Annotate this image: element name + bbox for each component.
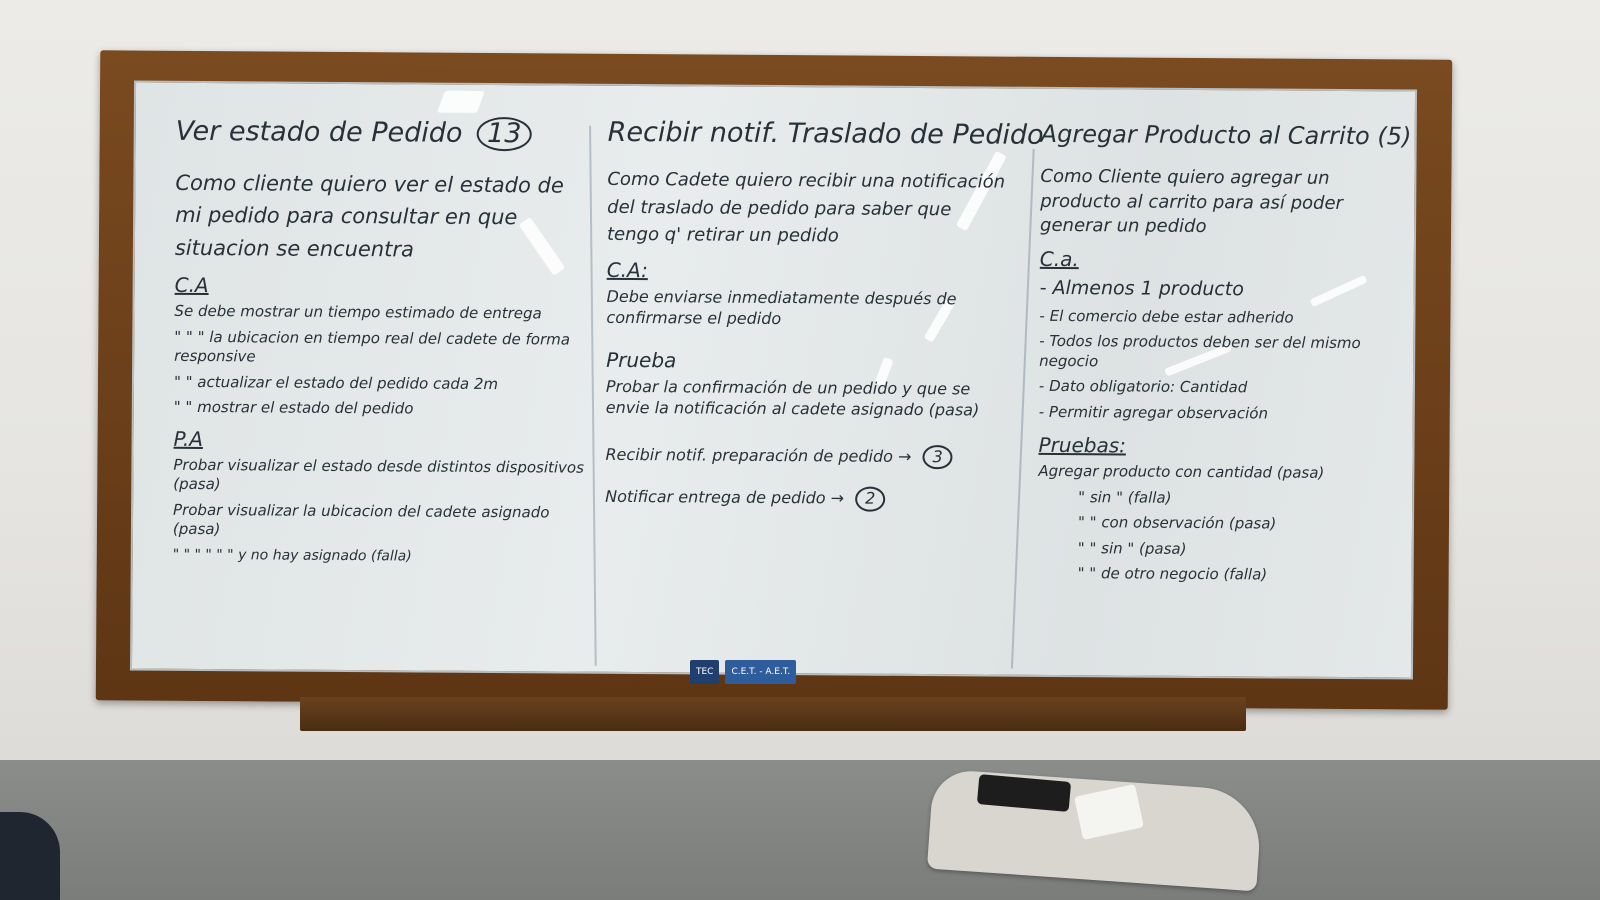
story-points: 2 bbox=[855, 487, 885, 512]
acceptance-criterion: " " actualizar el estado del pedido cada 2m bbox=[173, 372, 499, 393]
acceptance-criterion: Se debe mostrar un tiempo estimado de entrega bbox=[174, 302, 542, 323]
whiteboard-frame bbox=[96, 50, 1453, 709]
story-title-text: Ver estado de Pedido bbox=[175, 115, 463, 149]
story-column-1 bbox=[173, 115, 596, 567]
acceptance-test: " " con observación (pasa) bbox=[1077, 513, 1277, 533]
story-title bbox=[1040, 119, 1412, 151]
acceptance-test: " " sin " (pasa) bbox=[1077, 539, 1187, 558]
story-column-3 bbox=[1038, 119, 1412, 586]
acceptance-test: Probar la confirmación de un pedido y que se envie la notificación al cadete asignado (pasa) bbox=[605, 376, 980, 420]
acceptance-criterion: " " " la ubicacion en tiempo real del cadete de forma responsive bbox=[174, 327, 571, 366]
story-title-text: Agregar Producto al Carrito bbox=[1040, 119, 1370, 151]
sticker: C.E.T. - A.E.T. bbox=[725, 660, 796, 684]
acceptance-criterion: - Todos los productos deben ser del mismo negocio bbox=[1039, 332, 1361, 371]
marker-tray bbox=[300, 697, 1246, 731]
acceptance-test: Agregar producto con cantidad (pasa) bbox=[1038, 462, 1325, 483]
light-glare bbox=[437, 91, 485, 113]
acceptance-test: Probar visualizar el estado desde distintos dispositivos (pasa) bbox=[173, 455, 585, 494]
whiteboard bbox=[130, 81, 1417, 680]
acceptance-criterion: - Permitir agregar observación bbox=[1038, 402, 1269, 423]
acceptance-criteria-label: C.a. bbox=[1039, 247, 1079, 272]
acceptance-test: " " " " " " y no hay asignado (falla) bbox=[172, 546, 412, 565]
user-story: Como Cadete quiero recibir una notificación del traslado de pedido para saber que tengo q' retirar un pedido bbox=[606, 168, 1006, 247]
wall-lower-band bbox=[0, 760, 1600, 900]
user-story: Como cliente quiero ver el estado de mi pedido para consultar en que situacion se encuentra bbox=[174, 170, 564, 262]
acceptance-criterion: Debe enviarse inmediatamente después de confirmarse el pedido bbox=[606, 287, 957, 329]
acceptance-criterion: - El comercio debe estar adherido bbox=[1039, 306, 1294, 327]
user-story: Como Cliente quiero agregar un producto al carrito para así poder generar un pedido bbox=[1040, 166, 1344, 238]
related-story: Notificar entrega de pedido → 2 bbox=[605, 485, 1005, 513]
acceptance-criterion: - Dato obligatorio: Cantidad bbox=[1038, 377, 1248, 397]
related-story: Recibir notif. preparación de pedido → 3 bbox=[605, 442, 1005, 470]
related-story-text: Notificar entrega de pedido bbox=[605, 487, 826, 508]
acceptance-criteria-label: C.A: bbox=[606, 258, 648, 283]
acceptance-test: " sin " (falla) bbox=[1078, 488, 1172, 507]
acceptance-tests-label: Prueba bbox=[606, 347, 677, 373]
acceptance-criterion: - Almenos 1 producto bbox=[1039, 277, 1244, 301]
acceptance-tests-label: P.A bbox=[173, 426, 204, 451]
story-column-2 bbox=[605, 116, 1044, 513]
story-title bbox=[176, 115, 596, 152]
story-points: (5) bbox=[1377, 122, 1412, 151]
story-title: Recibir notif. Traslado de Pedido bbox=[607, 116, 1044, 151]
related-story-text: Recibir notif. preparación de pedido bbox=[605, 444, 893, 466]
story-points: 3 bbox=[922, 445, 952, 470]
acceptance-test: " " de otro negocio (falla) bbox=[1077, 564, 1268, 584]
acceptance-criterion: " " mostrar el estado del pedido bbox=[173, 398, 414, 418]
acceptance-criteria-label: C.A bbox=[174, 273, 209, 298]
column-divider bbox=[1011, 149, 1035, 669]
story-points: 13 bbox=[477, 117, 532, 151]
sticker: TEC bbox=[690, 660, 719, 684]
sticker-group bbox=[690, 660, 796, 686]
acceptance-test: Probar visualizar la ubicacion del cadete asignado (pasa) bbox=[172, 500, 550, 539]
acceptance-tests-label: Pruebas: bbox=[1038, 433, 1127, 458]
